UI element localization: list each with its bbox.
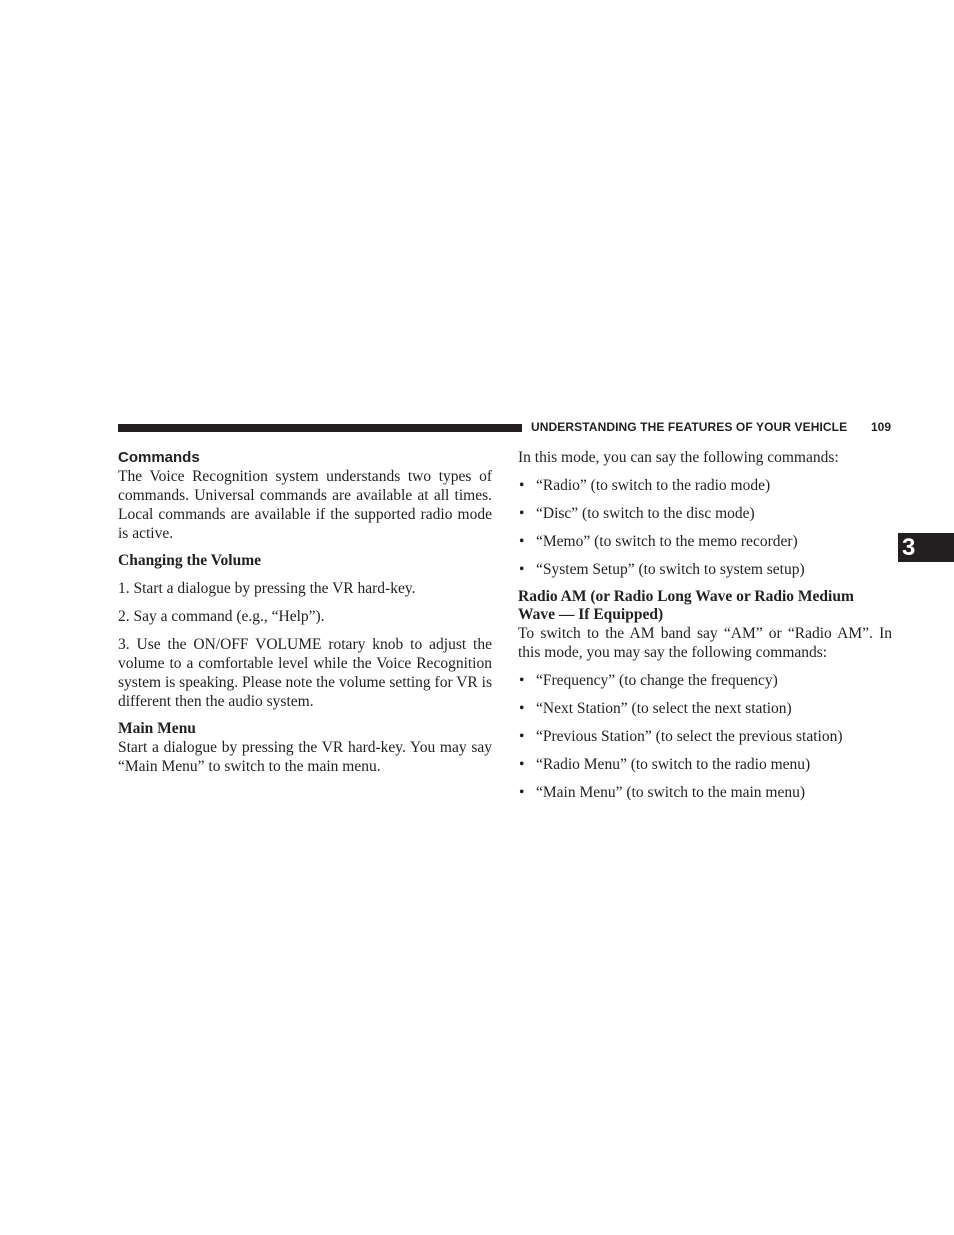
radio-am-command-list — [518, 671, 892, 802]
volume-step: 2. Say a command (e.g., “Help”). — [118, 608, 325, 625]
volume-step: 1. Start a dialogue by pressing the VR hard-key. — [118, 580, 416, 597]
changing-volume-heading: Changing the Volume — [118, 552, 261, 569]
list-item: • “Main Menu” (to switch to the main menu) — [518, 783, 892, 802]
list-item: • “Memo” (to switch to the memo recorder) — [518, 532, 892, 551]
main-menu-body: Start a dialogue by pressing the VR hard-key. You may say “Main Menu” to switch to the main menu. — [118, 739, 492, 775]
chapter-tab: 3 — [898, 533, 954, 562]
list-item: • “Radio” (to switch to the radio mode) — [518, 476, 892, 495]
list-item: • “Previous Station” (to select the previous station) — [518, 727, 892, 746]
list-item: • “Radio Menu” (to switch to the radio menu) — [518, 755, 892, 774]
list-item: • “Disc” (to switch to the disc mode) — [518, 504, 892, 523]
main-menu-heading: Main Menu — [118, 720, 196, 737]
running-header-title: UNDERSTANDING THE FEATURES OF YOUR VEHICLE — [531, 420, 848, 434]
mode-intro: In this mode, you can say the following commands: — [518, 449, 839, 466]
list-item: • “Next Station” (to select the next station) — [518, 699, 892, 718]
list-item: • “Frequency” (to change the frequency) — [518, 671, 892, 690]
volume-step: 3. Use the ON/OFF VOLUME rotary knob to adjust the volume to a comfortable level while the Voice Recognition system is speaking. Please note the volume setting for VR is different then the audio system. — [118, 636, 492, 710]
list-item: • “System Setup” (to switch to system setup) — [518, 560, 892, 579]
radio-am-body: To switch to the AM band say “AM” or “Radio AM”. In this mode, you may say the following commands: — [518, 625, 892, 661]
mode-command-list — [518, 476, 892, 579]
radio-am-heading: Radio AM (or Radio Long Wave or Radio Medium Wave — If Equipped) — [518, 588, 854, 623]
commands-body: The Voice Recognition system understands two types of commands. Universal commands are available at all times. Local commands are available if the supported radio mode is active. — [118, 468, 492, 542]
header-rule — [118, 424, 522, 432]
commands-heading: Commands — [118, 449, 200, 466]
left-column — [118, 448, 492, 776]
page-number: 109 — [871, 420, 892, 434]
volume-steps — [118, 579, 492, 711]
right-column — [518, 448, 892, 802]
